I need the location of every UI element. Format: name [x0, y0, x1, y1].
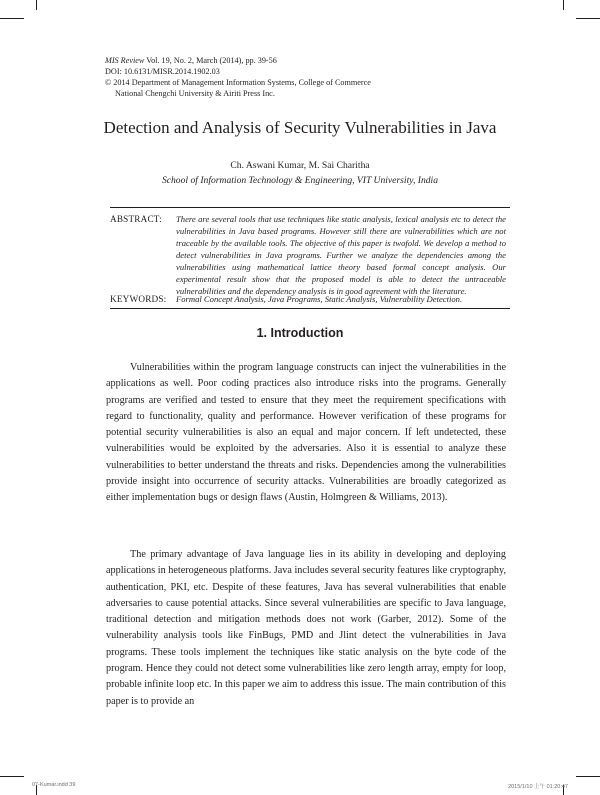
body-paragraph-1: [106, 360, 506, 507]
journal-header: [105, 55, 525, 99]
crop-mark: [0, 18, 24, 19]
crop-mark: [576, 18, 600, 19]
journal-name: MIS Review: [105, 56, 145, 65]
paper-title: Detection and Analysis of Security Vulnerabilities in Java: [103, 118, 497, 137]
body-paragraph-2: [106, 547, 506, 710]
paragraph-text: Vulnerabilities within the program language constructs can inject the vulnerabilities in the applications as well. Poor coding practices also introduce risks into the programs. Generally programs are verified and tested to ensure that they meet the requirement specifications with regard to functionality, quality and performance. However verification of these programs for potential security vulnerabilities is also an equal and major concern. If left undetected, these vulnerabilities would be exploited by the adversaries. Also it is essential to analyze these vulnerabilities to better understand the threats and risks. Dependencies among the vulnerabilities provide insight into occurrence of security attacks. Vulnerabilities are broadly categorized as either implementation bugs or design flaws (Austin, Holmgreen & Williams, 2013).: [106, 362, 506, 504]
citation-line: [105, 55, 525, 66]
section-heading: 1. Introduction: [256, 326, 344, 340]
footer-timestamp: 2015/1/10 上午 01:20:47: [508, 784, 568, 790]
crop-mark: [576, 776, 600, 777]
keywords-text: Formal Concept Analysis, Java Programs, Static Analysis, Vulnerability Detection.: [176, 294, 463, 304]
abstract-text: There are several tools that use techniques like static analysis, lexical analysis etc to detect the vulnerabilities in Java based programs. However still there are vulnerabilities which are not traceable by the available tools. The objective of this paper is twofold. We develop a method to detect vulnerabilities in Java programs. Further we analyze the dependencies among the vulnerabilities using mathematical lattice theory based formal concept analysis. Our experimental result show that the proposed model is able to detect the untraceable vulnerabilities and the dependency analysis is in good agreement with the literature.: [176, 214, 506, 296]
copyright-line: © 2014 Department of Management Information Systems, College of Commerce: [105, 78, 371, 87]
author-affiliation: School of Information Technology & Engineering, VIT University, India: [161, 175, 439, 186]
copyright-line-2: National Chengchi University & Airiti Press Inc.: [115, 89, 275, 98]
abstract-label: ABSTRACT:: [110, 214, 162, 224]
crop-mark: [36, 0, 37, 10]
crop-mark: [0, 776, 24, 777]
paragraph-text: The primary advantage of Java language lies in its ability in developing and deploying applications in heterogeneous platforms. Java includes several security features like cryptography, authentication, PKI, etc. Despite of these features, Java has several vulnerabilities that enable adversaries to cause potential attacks. Since several vulnerabilities are specific to Java language, traditional detection and mitigation methods does not work (Garber, 2012). Some of the vulnerability analysis tools like FinBugs, PMD and Jlint detect the vulnerabilities in Java programs. These tools implement the techniques like static analysis on the byte code of the program. Hence they could not detect some vulnerabilities like zero length array, empty for loop, probable infinite loop etc. In this paper we aim to address this issue. The main contribution of this paper is to provide an: [106, 549, 506, 707]
abstract-top-rule: [110, 207, 510, 208]
citation-details: Vol. 19, No. 2, March (2014), pp. 39-56: [144, 56, 277, 65]
crop-mark: [563, 0, 564, 10]
paper-authors: Ch. Aswani Kumar, M. Sai Charitha: [230, 160, 370, 171]
abstract-bottom-rule: [110, 308, 510, 309]
doi-line: DOI: 10.6131/MISR.2014.1902.03: [105, 67, 220, 76]
footer-file-info: 07-Kumar.indd 39: [32, 782, 76, 788]
keywords-label: KEYWORDS:: [110, 294, 167, 304]
